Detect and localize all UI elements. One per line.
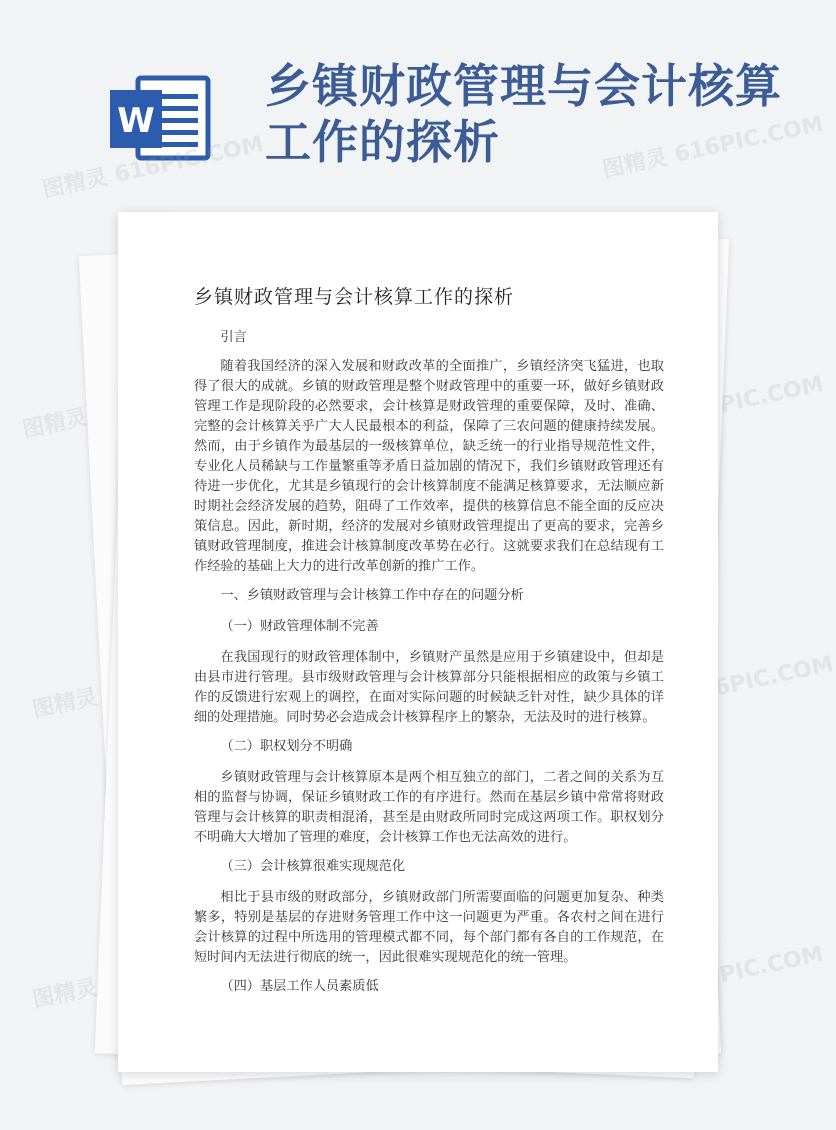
paragraph: 随着我国经济的深入发展和财政改革的全面推广，乡镇经济突飞猛进，也取得了很大的成就。乡镇的财政管理是整个财政管理中的重要一环，做好乡镇财政管理工作是现阶段的必然要求，会计核算是财政管理的重要保障，及时、准确、完整的会计核算关乎广大人民最根本的利益，保障了三农问题的健康持续发展。然而，由于乡镇作为最基层的一级核算单位，缺乏统一的行业指导规范性文件，专业化人员稀缺与工作量繁重等矛盾日益加剧的情况下，我们乡镇财政管理还有待进一步优化，尤其是乡镇现行的会计核算制度不能满足核算要求，无法顺应新时期社会经济发展的趋势，阻碍了工作效率，提供的核算信息不能全面的反应决策信息。因此，新时期，经济的发展对乡镇财政管理提出了更高的要求，完善乡镇财政管理制度，推进会计核算制度改革势在必行。这就要求我们在总结现有工作经验的基础上大力的进行改革创新的推广工作。 bbox=[194, 359, 664, 574]
paragraph: 相比于县市级的财政部分，乡镇财政部门所需要面临的问题更加复杂、种类繁多，特别是基层的存进财务管理工作中这一问题更为严重。各农村之间在进行会计核算的过程中所选用的管理模式都不同，每个部门都有各自的工作规范，在短时间内无法进行彻底的统一，因此很难实现规范化的统一管理。 bbox=[194, 890, 664, 965]
document-body bbox=[194, 328, 664, 1008]
intro-heading: 引言 bbox=[220, 330, 247, 345]
word-logo-letter: W bbox=[117, 101, 155, 141]
subsection-heading: （四）基层工作人员素质低 bbox=[220, 979, 379, 994]
paragraph: 在我国现行的财政管理体制中，乡镇财产虽然是应用于乡镇建设中，但却是由县市进行管理。县市级财政管理与会计核算部分只能根据相应的政策与乡镇工作的反馈进行宏观上的调控，在面对实际问题的时候缺乏针对性，缺少具体的详细的处理措施。同时势必会造成会计核算程序上的繁杂，无法及时的进行核算。 bbox=[194, 650, 664, 725]
watermark: 图精灵 616PIC.COM bbox=[610, 651, 836, 724]
watermark: 图精灵 bbox=[30, 974, 101, 1014]
word-document-icon bbox=[108, 70, 216, 166]
header-title: 乡镇财政管理与会计核算工作的探析 bbox=[265, 59, 782, 169]
subsection-heading: （二）职权划分不明确 bbox=[220, 739, 353, 754]
section-heading: 一、乡镇财政管理与会计核算工作中存在的问题分析 bbox=[220, 588, 524, 603]
watermark: 图精灵 bbox=[20, 404, 91, 444]
watermark: 图精灵 bbox=[30, 684, 101, 724]
watermark: 616PIC.COM bbox=[672, 941, 826, 998]
subsection-heading: （三）会计核算很难实现规范化 bbox=[220, 859, 406, 874]
document-title: 乡镇财政管理与会计核算工作的探析 bbox=[194, 286, 515, 308]
subsection-heading: （一）财政管理体制不完善 bbox=[220, 619, 379, 634]
document-page bbox=[118, 212, 718, 1072]
paragraph: 乡镇财政管理与会计核算原本是两个相互独立的部门，二者之间的关系为互相的监督与协调，保证乡镇财政工作的有序进行。然而在基层乡镇中常常将财政管理与会计核算的职责相混淆，甚至是由财政所同时完成这两项工作。职权划分不明确大大增加了管理的难度，会计核算工作也无法高效的进行。 bbox=[194, 770, 664, 845]
watermark: 图精灵 616PIC.COM bbox=[600, 111, 826, 184]
watermark: 616PIC.COM bbox=[672, 371, 826, 428]
watermark: 图精灵 616PIC.COM bbox=[40, 131, 266, 204]
